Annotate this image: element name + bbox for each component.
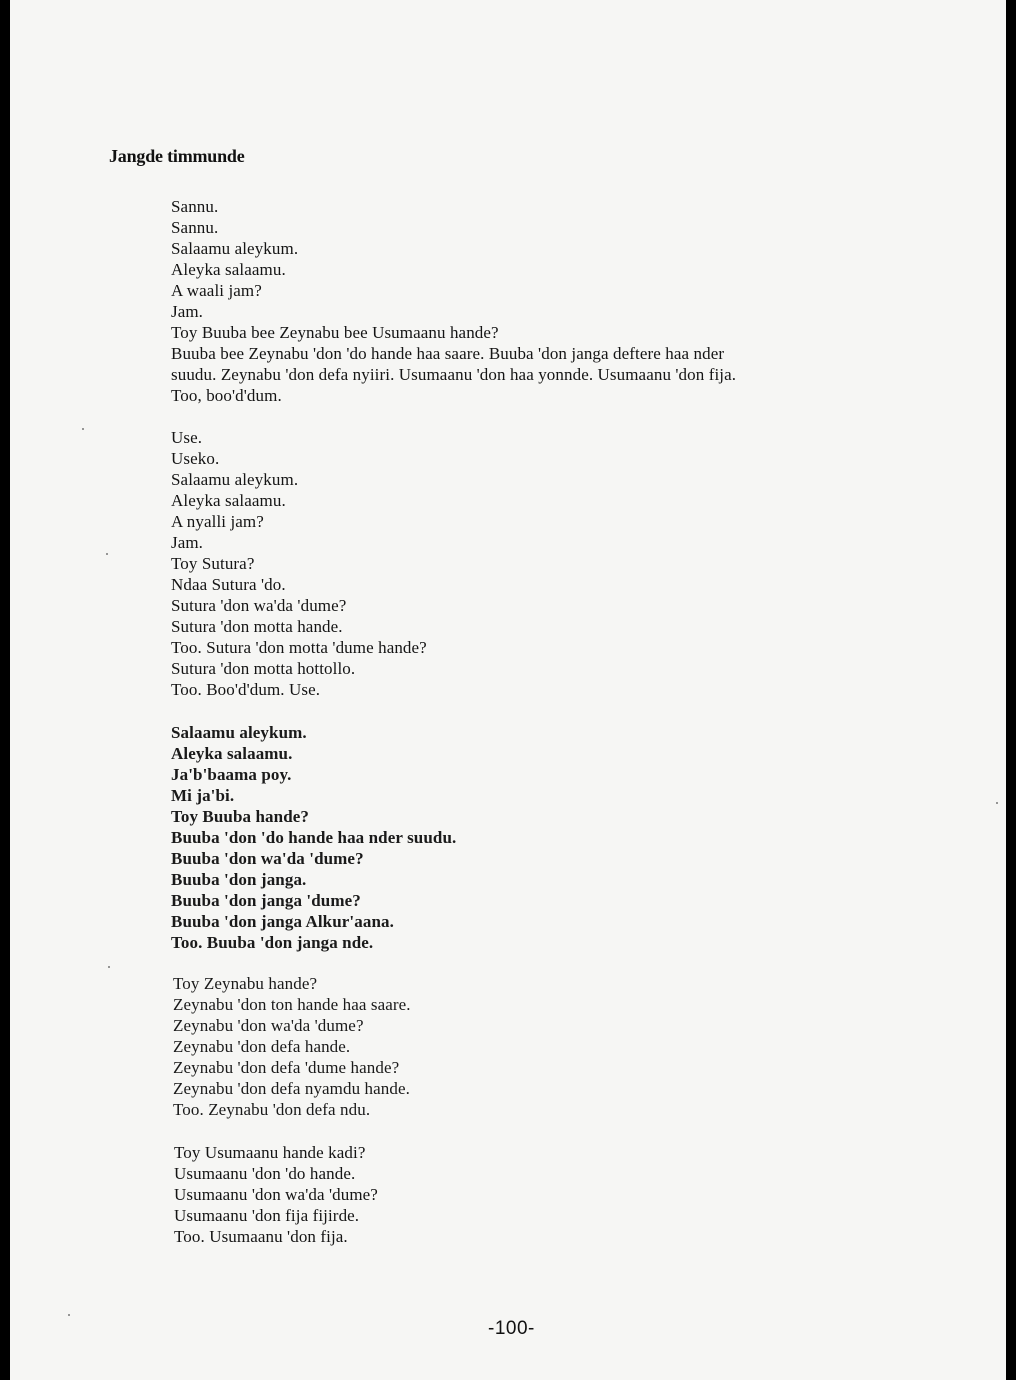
dialogue-line: Buuba bee Zeynabu 'don 'do hande haa saare. Buuba 'don janga deftere haa nder <box>171 344 725 363</box>
dialogue-line: Sannu. <box>171 197 219 216</box>
dialogue-line: Useko. <box>171 449 220 468</box>
dialogue-line: Jam. <box>171 302 204 321</box>
dialogue-line: Zeynabu 'don defa 'dume hande? <box>173 1058 400 1077</box>
dialogue-line: Sutura 'don motta hande. <box>171 617 343 636</box>
dialogue-line: Zeynabu 'don defa hande. <box>173 1037 351 1056</box>
dialogue-1 <box>171 196 736 406</box>
dialogue-line: Too. Buuba 'don janga nde. <box>171 933 374 952</box>
dialogue-line: Buuba 'don janga. <box>171 870 307 889</box>
dialogue-line: Sannu. <box>171 218 219 237</box>
dialogue-line: Salaamu aleykum. <box>171 239 299 258</box>
dialogue-line: Usumaanu 'don fija fijirde. <box>174 1206 360 1225</box>
dialogue-line: Usumaanu 'don 'do hande. <box>174 1164 356 1183</box>
dialogue-line: A nyalli jam? <box>171 512 264 531</box>
dialogue-line: Aleyka salaamu. <box>171 491 286 510</box>
dialogue-line: Jam. <box>171 533 204 552</box>
dialogue-line: Mi ja'bi. <box>171 786 235 805</box>
dialogue-line: suudu. Zeynabu 'don defa nyiiri. Usumaanu 'don haa yonnde. Usumaanu 'don fija. <box>171 365 737 384</box>
dialogue-line: Salaamu aleykum. <box>171 470 299 489</box>
page-number: -100- <box>488 1318 535 1339</box>
dialogue-line: Toy Buuba hande? <box>171 807 309 826</box>
scan-speck <box>82 428 84 430</box>
dialogue-line: Buuba 'don wa'da 'dume? <box>171 849 364 868</box>
dialogue-2 <box>171 427 427 700</box>
dialogue-line: Aleyka salaamu. <box>171 260 286 279</box>
dialogue-line: Zeynabu 'don wa'da 'dume? <box>173 1016 364 1035</box>
scan-speck <box>108 966 110 968</box>
dialogue-line: Too. Zeynabu 'don defa ndu. <box>173 1100 371 1119</box>
document-page <box>10 0 1006 1380</box>
dialogue-line: Buuba 'don janga Alkur'aana. <box>171 912 394 931</box>
dialogue-line: Buuba 'don janga 'dume? <box>171 891 361 910</box>
dialogue-line: Too. Boo'd'dum. Use. <box>171 680 321 699</box>
dialogue-line: Salaamu aleykum. <box>171 723 307 742</box>
scan-speck <box>106 553 108 555</box>
dialogue-line: Use. <box>171 428 203 447</box>
dialogue-line: Buuba 'don 'do hande haa nder suudu. <box>171 828 457 847</box>
dialogue-4 <box>173 973 411 1120</box>
dialogue-line: Toy Sutura? <box>171 554 255 573</box>
dialogue-line: Sutura 'don motta hottollo. <box>171 659 356 678</box>
section-heading: Jangde timmunde <box>109 146 245 166</box>
dialogue-line: Sutura 'don wa'da 'dume? <box>171 596 347 615</box>
dialogue-5 <box>174 1142 378 1247</box>
dialogue-line: Too. Sutura 'don motta 'dume hande? <box>171 638 427 657</box>
scan-speck <box>68 1314 70 1316</box>
dialogue-line: Zeynabu 'don ton hande haa saare. <box>173 995 411 1014</box>
dialogue-line: Zeynabu 'don defa nyamdu hande. <box>173 1079 410 1098</box>
dialogue-line: Too. Usumaanu 'don fija. <box>174 1227 348 1246</box>
dialogue-line: Toy Zeynabu hande? <box>173 974 318 993</box>
dialogue-line: Ndaa Sutura 'do. <box>171 575 286 594</box>
dialogue-line: Too, boo'd'dum. <box>171 386 282 405</box>
dialogue-line: Aleyka salaamu. <box>171 744 293 763</box>
dialogue-3 <box>171 722 456 953</box>
dialogue-line: Ja'b'baama poy. <box>171 765 292 784</box>
scan-speck <box>996 802 998 804</box>
dialogue-line: A waali jam? <box>171 281 262 300</box>
dialogue-line: Toy Usumaanu hande kadi? <box>174 1143 366 1162</box>
dialogue-line: Toy Buuba bee Zeynabu bee Usumaanu hande? <box>171 323 499 342</box>
dialogue-line: Usumaanu 'don wa'da 'dume? <box>174 1185 378 1204</box>
